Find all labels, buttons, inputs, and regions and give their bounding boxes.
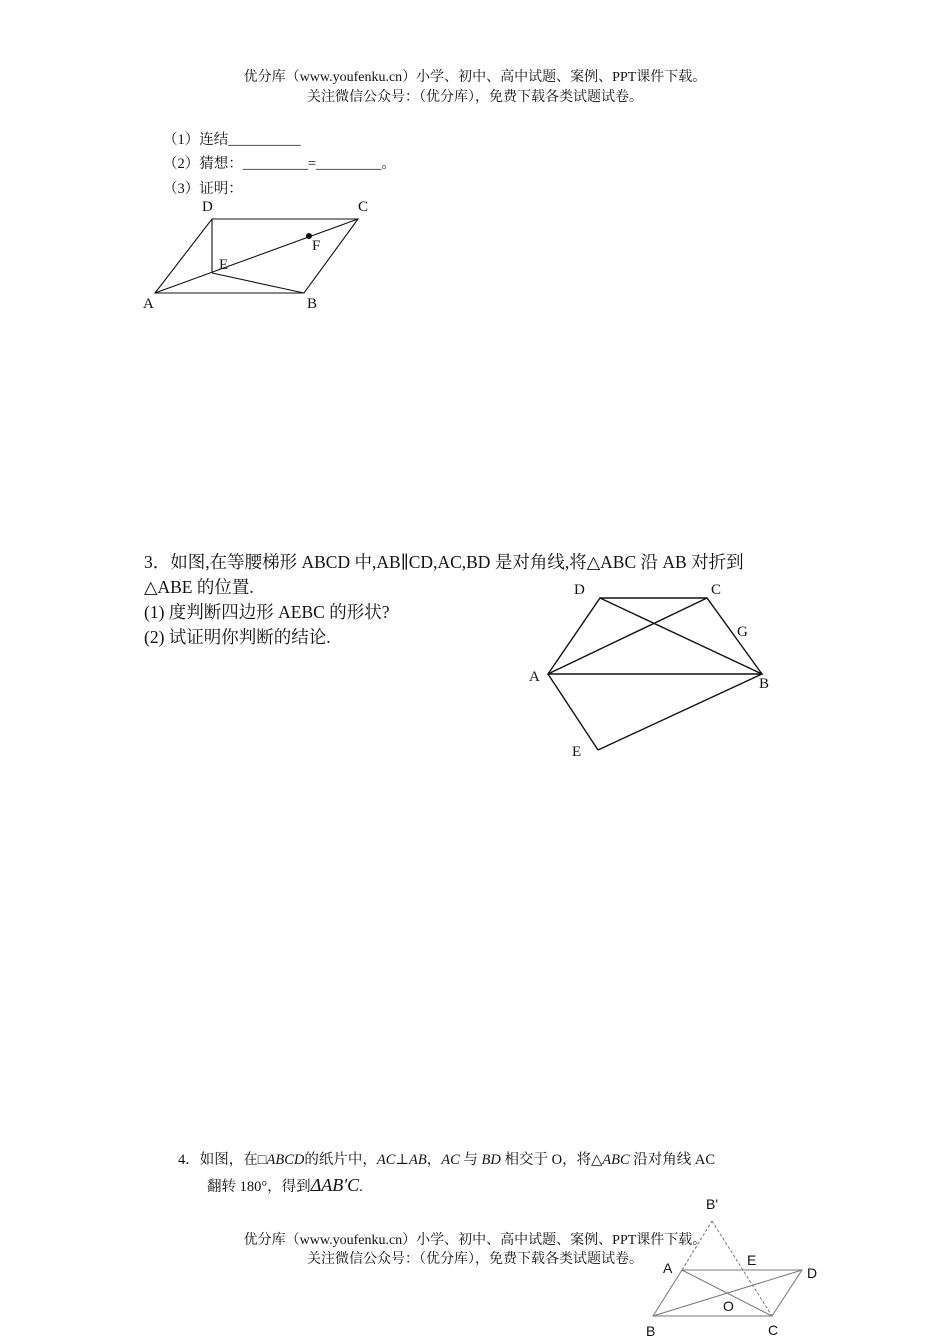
q2-label-e: E <box>219 257 229 273</box>
q4-label-b-prime: B' <box>706 1196 719 1212</box>
q4-comma: ， <box>426 1152 442 1168</box>
q4-text-3: 与 <box>463 1152 478 1168</box>
header-line-1: 优分库（www.youfenku.cn）小学、初中、高中试题、案例、PPT课件下载。 <box>243 70 707 85</box>
q3-label-a: A <box>529 669 540 685</box>
q4-perp-symbol: ⊥ <box>395 1152 410 1168</box>
q2-item-guess: （2）猜想：_________=_________。 <box>163 156 396 172</box>
q2-label-c: C <box>358 199 369 215</box>
q4-ab: AB <box>409 1152 427 1168</box>
q4-bd: BD <box>481 1152 501 1168</box>
q3-segment-ae <box>548 674 598 750</box>
q4-label-o: O <box>723 1298 734 1314</box>
q3-label-d: D <box>574 582 585 598</box>
q4-stem-line-1 <box>178 1148 715 1169</box>
footer-line-2: 关注微信公众号：（优分库），免费下载各类试题试卷。 <box>307 1252 643 1267</box>
q4-text-5: 沿对角线 AC <box>633 1152 716 1168</box>
q2-label-b: B <box>307 296 318 312</box>
q3-diagonal-ac <box>548 598 707 674</box>
q2-diagonal-ac <box>155 219 358 293</box>
q4-label-d: D <box>807 1265 818 1281</box>
q4-text-2: 的纸片中， <box>304 1152 377 1168</box>
q4-abc: ABC <box>602 1152 630 1168</box>
q3-stem-line-1: 3．如图,在等腰梯形 ABCD 中,AB∥CD,AC,BD 是对角线,将△ABC 沿 AB 对折到 <box>144 552 744 572</box>
q3-label-g: G <box>737 624 748 640</box>
q2-label-f: F <box>312 238 321 254</box>
q3-stem-line-2: △ABE 的位置. <box>144 577 254 597</box>
q2-label-a: A <box>143 296 154 312</box>
q4-text-1: 如图，在□ <box>199 1152 267 1168</box>
q4-label-e: E <box>747 1252 757 1268</box>
q4-triangle-abc-prime: ΔAB'C <box>310 1175 360 1195</box>
q3-subquestion-2: (2) 试证明你判断的结论. <box>144 627 331 647</box>
q2-item-connect: （1）连结__________ <box>163 132 301 148</box>
q3-segment-eb <box>598 674 762 750</box>
q2-label-d: D <box>202 199 213 215</box>
q4-number: 4． <box>178 1152 200 1168</box>
q3-label-b: B <box>759 676 770 692</box>
q4-label-a: A <box>663 1260 673 1276</box>
q3-trapezoid-outline <box>548 598 762 674</box>
q3-label-c: C <box>711 582 722 598</box>
q4-label-b: B <box>646 1323 656 1339</box>
q4-ac-2: AC <box>441 1152 460 1168</box>
q4-stem-line-2 <box>207 1175 363 1196</box>
q2-item-proof: （3）证明： <box>163 181 243 197</box>
q2-parallelogram-outline <box>155 219 358 293</box>
q4-ac: AC <box>376 1152 396 1168</box>
footer-line-1: 优分库（www.youfenku.cn）小学、初中、高中试题、案例、PPT课件下载。 <box>243 1233 707 1248</box>
q4-period: . <box>359 1179 363 1195</box>
q4-text-4: 相交于 O，将△ <box>504 1152 603 1168</box>
q4-label-c: C <box>768 1322 779 1338</box>
q4-line2-text: 翻转 180°，得到 <box>207 1179 311 1195</box>
header-line-2: 关注微信公众号：（优分库），免费下载各类试题试卷。 <box>307 90 643 105</box>
q3-subquestion-1: (1) 度判断四边形 AEBC 的形状? <box>144 602 390 622</box>
q3-label-e: E <box>572 744 582 760</box>
q4-abcd: ABCD <box>266 1152 305 1168</box>
q2-segment-eb <box>212 273 304 293</box>
